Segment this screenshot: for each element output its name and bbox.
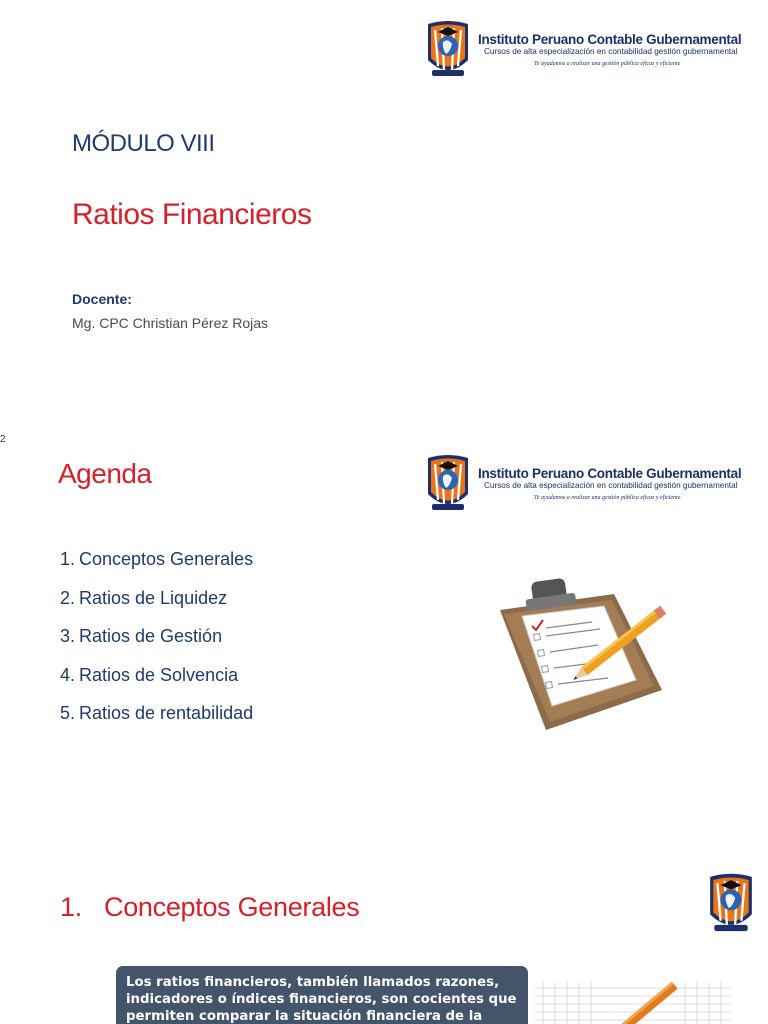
page-number: 2 <box>0 434 6 445</box>
definition-box: Los ratios financieros, también llamados razones, indicadores o índices financieros, son cocientes que permiten comparar la situación financiera de la <box>116 966 528 1024</box>
agenda-item-label: Ratios de rentabilidad <box>79 703 254 723</box>
calculator-grid-illustration <box>535 982 735 1024</box>
agenda-list <box>60 549 253 742</box>
agenda-title: Agenda <box>58 458 152 489</box>
teacher-label: Docente: <box>72 291 132 307</box>
institute-seal-icon <box>706 870 756 938</box>
slide-1 <box>0 0 768 432</box>
agenda-item-number: 1. <box>60 549 76 569</box>
section-title <box>60 892 359 923</box>
agenda-item <box>60 703 253 742</box>
agenda-item <box>60 549 253 588</box>
agenda-item-label: Ratios de Gestión <box>79 626 223 646</box>
agenda-item-number: 5. <box>60 703 76 723</box>
institute-logo <box>424 20 741 80</box>
clipboard-checklist-icon <box>496 570 674 740</box>
presentation-title: Ratios Financieros <box>72 198 312 231</box>
section-title-text: Conceptos Generales <box>104 892 360 922</box>
agenda-item <box>60 626 253 665</box>
logo-subtitle: Cursos de alta especialización en contabilidad gestión gubernamental <box>484 481 738 491</box>
agenda-item-number: 4. <box>60 664 76 685</box>
module-heading: MÓDULO VIII <box>72 130 215 157</box>
teacher-name: Mg. CPC Christian Pérez Rojas <box>72 315 269 331</box>
agenda-item-label: Ratios de Liquidez <box>79 587 228 608</box>
agenda-item <box>60 665 253 704</box>
agenda-item-label: Conceptos Generales <box>79 549 254 569</box>
agenda-item-label: Ratios de Solvencia <box>79 664 239 685</box>
section-number: 1. <box>60 892 82 922</box>
institute-seal-icon <box>424 20 472 80</box>
agenda-item-number: 3. <box>60 626 76 646</box>
logo-title: Instituto Peruano Contable Gubernamental <box>478 465 742 481</box>
institute-seal-icon <box>424 454 472 514</box>
agenda-item <box>60 588 253 627</box>
logo-title: Instituto Peruano Contable Gubernamental <box>478 31 742 47</box>
agenda-item-number: 2. <box>60 587 76 608</box>
logo-slogan: Te ayudamos a realizar una gestión pública eficaz y eficiente <box>534 495 681 502</box>
slide-3 <box>0 832 768 1024</box>
logo-subtitle: Cursos de alta especialización en contabilidad gestión gubernamental <box>484 47 738 57</box>
institute-logo <box>424 454 741 514</box>
slide-2 <box>0 432 768 832</box>
logo-slogan: Te ayudamos a realizar una gestión pública eficaz y eficiente <box>534 61 681 68</box>
